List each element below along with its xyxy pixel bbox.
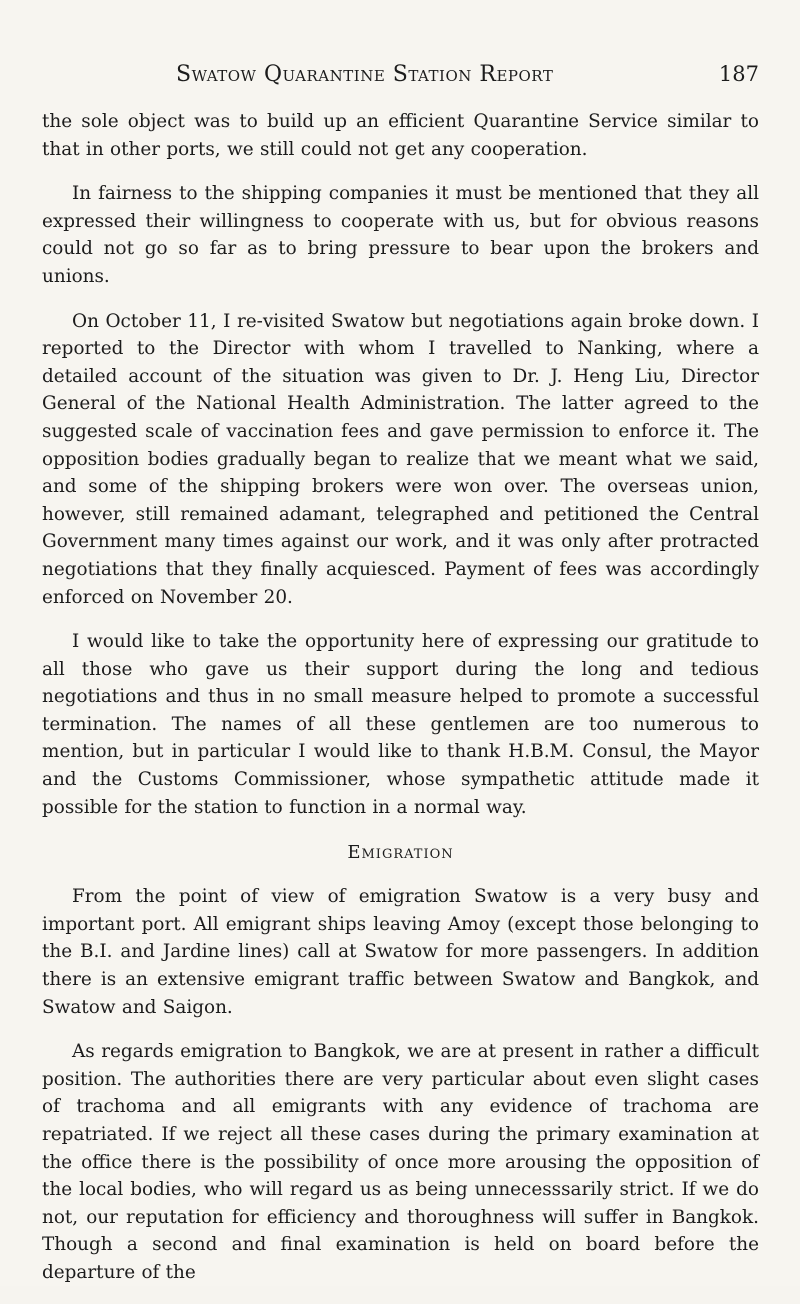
running-header (42, 62, 758, 92)
paragraph: From the point of view of emigration Swatow is a very busy and important port. All emigrant ships leaving Amoy (except those belonging to the B.I. and Jardine lines) call at Swatow for more passengers. In addition there is an extensive emigrant traffic between Swatow and Bangkok, and Swatow and Saigon. (42, 886, 759, 1018)
body-text (42, 108, 759, 1304)
section-heading: Emigration (347, 842, 454, 864)
paragraph: the sole object was to build up an efficient Quarantine Service similar to that in other ports, we still could not get any cooperation. (42, 111, 759, 160)
page-number: 187 (718, 62, 759, 86)
running-title: Swatow Quarantine Station Report (176, 62, 554, 87)
paragraph: On October 11, I re-visited Swatow but negotiations again broke down. I reported to the Director with whom I travelled to Nanking, where a detailed account of the situation was given to Dr. J. Heng Liu, Director General of the National Health Administration. The latter agreed to the suggested scale of vaccination fees and gave permission to enforce it. The opposition bodies gradually began to realize that we meant what we said, and some of the shipping brokers were won over. The overseas union, however, still remained adamant, telegraphed and petitioned the Central Government many times against our work, and it was only after protracted negotiations that they finally acquiesced. Payment of fees was accordingly enforced on November 20. (42, 310, 759, 608)
paragraph: As regards emigration to Bangkok, we are at present in rather a difficult position. The authorities there are very particular about even slight cases of trachoma and all emigrants with any evidence of trachoma are repatriated. If we reject all these cases during the primary examination at the office there is the possibility of once more arousing the opposition of the local bodies, who will regard us as being unnecesssarily strict. If we do not, our reputation for efficiency and thoroughness will suffer in Bangkok. Though a second and final examination is held on board before the departure of the (42, 1041, 759, 1283)
paragraph: In fairness to the shipping companies it must be mentioned that they all expressed their willingness to cooperate with us, but for obvious reasons could not go so far as to bring pressure to bear upon the brokers and unions. (42, 183, 759, 287)
paragraph: I would like to take the opportunity here of expressing our gratitude to all those who gave us their support during the long and tedious negotiations and thus in no small measure helped to promote a successful termination. The names of all these gentlemen are too numerous to mention, but in particular I would like to thank H.B.M. Consul, the Mayor and the Customs Commissioner, whose sympathetic attitude made it possible for the station to function in a normal way. (42, 631, 759, 818)
